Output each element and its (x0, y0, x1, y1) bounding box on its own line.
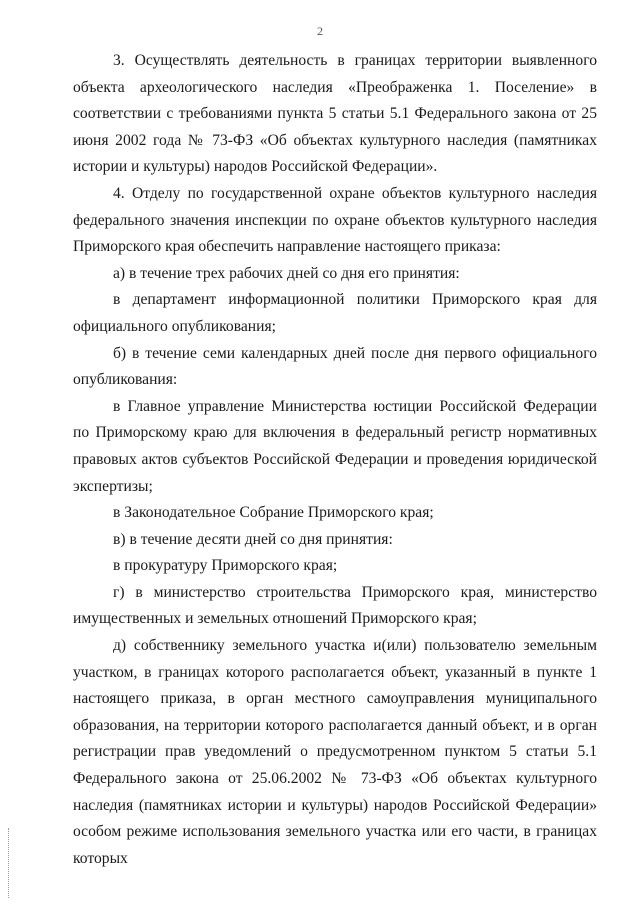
paragraph-4a: а) в течение трех рабочих дней со дня его принятия: (113, 264, 460, 282)
page-number: 2 (317, 24, 323, 38)
paragraph-4a-item-1: в департамент информационной политики Приморского края для официального опубликования; (73, 291, 597, 335)
paragraph-4g: г) в министерство строительства Приморского края, министерство имущественных и земельных отношений Приморского края; (73, 583, 597, 628)
scan-edge-marks (8, 828, 11, 898)
paragraph-4d: д) собственнику земельного участка и(или) пользователю земельным участком, в границах которого располагается объект, указанный в пункте 1 настоящего приказа, в орган местного самоуправления муниципального образования, на территории которого располагается данный объект, и в орган регистрации прав уведомлений о предусмотренном пунктом 5 статьи 5.1 Федерального закона от 25.06.2002 № 73-ФЗ «Об объектах культурного наследия (памятниках истории и культуры) народов Российской Федерации» особом режиме использования земельного участка или его части, в границах которых (73, 637, 597, 867)
paragraph-4b-item-1: в Главное управление Министерства юстиции Российской Федерации по Приморскому краю для включения в федеральный регистр нормативных правовых актов субъектов Российской Федерации и проведения юридической экспертизы; (73, 397, 597, 495)
paragraph-4: 4. Отделу по государственной охране объектов культурного наследия федерального значения инспекции по охране объектов культурного наследия Приморского края обеспечить направление настоящего приказа: (73, 184, 597, 256)
paragraph-4b: б) в течение семи календарных дней после дня первого официального опубликования: (73, 344, 597, 389)
paragraph-4v: в) в течение десяти дней со дня принятия: (113, 530, 393, 548)
document-body (73, 48, 597, 872)
paragraph-4b-item-2: в Законодательное Собрание Приморского края; (113, 504, 434, 522)
paragraph-4v-item-1: в прокуратуру Приморского края; (113, 557, 338, 575)
paragraph-3: 3. Осуществлять деятельность в границах территории выявленного объекта археологического наследия «Преображенка 1. Поселение» в соответствии с требованиями пункта 5 статьи 5.1 Федерального закона от 25 июня 2002 года № 73-ФЗ «Об объектах культурного наследия (памятниках истории и культуры) народов Российской Федерации». (73, 52, 597, 176)
